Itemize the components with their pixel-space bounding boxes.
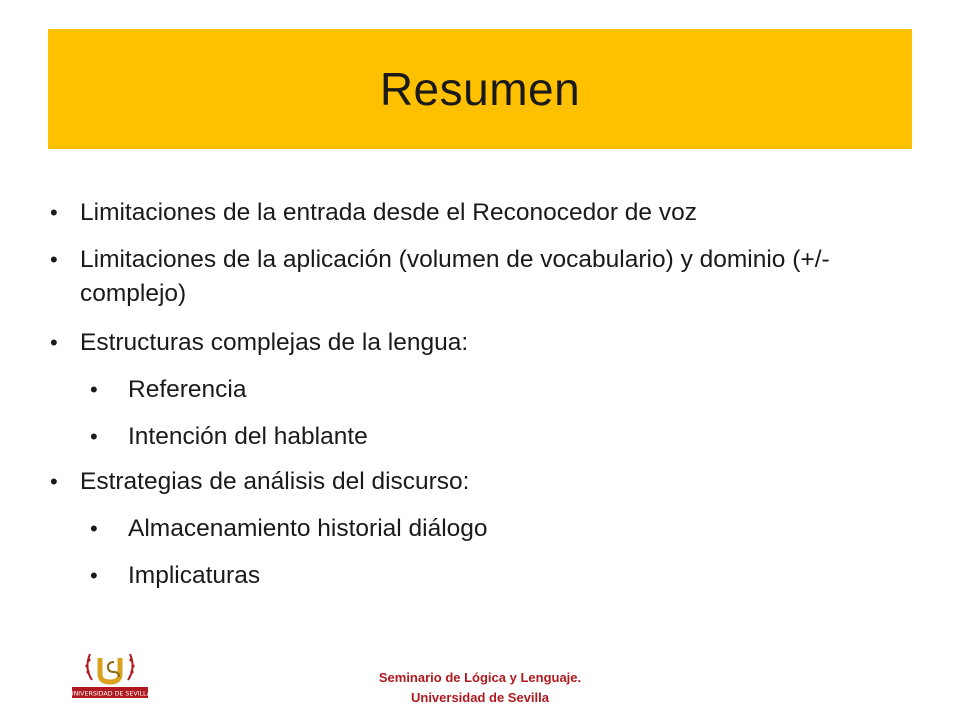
bullet-item-2 (50, 243, 860, 311)
bullet-item-3 (50, 326, 860, 360)
bullet-icon: • (50, 200, 58, 225)
footer (0, 668, 960, 708)
bullet-item-4 (90, 373, 828, 407)
bullet-item-5 (90, 420, 828, 454)
bullet-text: Limitaciones de la aplicación (volumen de vocabulario) y dominio (+/- complejo) (80, 246, 830, 307)
bullet-item-1 (50, 196, 860, 230)
title-band (48, 29, 912, 149)
bullet-text: Intención del hablante (128, 423, 368, 450)
bullet-icon: • (90, 377, 98, 402)
bullet-text: Estructuras complejas de la lengua: (80, 329, 469, 356)
bullet-icon: • (90, 563, 98, 588)
bullet-icon: • (50, 247, 58, 272)
bullet-text: Limitaciones de la entrada desde el Reconocedor de voz (80, 199, 697, 226)
bullet-text: Implicaturas (128, 562, 261, 589)
bullet-text: Estrategias de análisis del discurso: (80, 468, 470, 495)
bullet-item-8 (90, 559, 828, 593)
bullet-icon: • (50, 330, 58, 355)
bullet-item-6 (50, 465, 860, 499)
bullet-icon: • (90, 516, 98, 541)
bullet-icon: • (90, 424, 98, 449)
footer-line-2: Universidad de Sevilla (410, 690, 549, 705)
bullet-text: Referencia (128, 376, 247, 403)
slide-title: Resumen (379, 63, 581, 115)
bullet-text: Almacenamiento historial diálogo (128, 515, 488, 542)
bullet-icon: • (50, 469, 58, 494)
logo-caption: UNIVERSIDAD DE SEVILLA (70, 690, 150, 698)
footer-line-1: Seminario de Lógica y Lenguaje. (378, 670, 582, 685)
bullet-item-7 (90, 512, 828, 546)
